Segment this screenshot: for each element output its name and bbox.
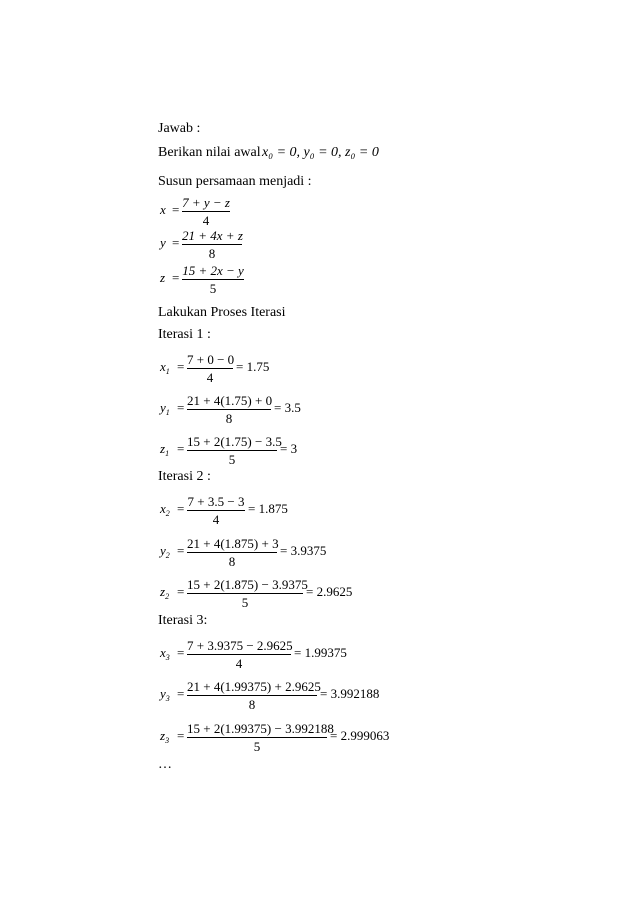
- iteration-result: = 2.999063: [330, 728, 390, 743]
- iteration-denominator: 8: [225, 411, 233, 426]
- iteration-denominator: 5: [228, 452, 236, 467]
- equals-sign: =: [177, 359, 185, 374]
- equals-sign: =: [172, 235, 180, 250]
- iteration-numerator: 21 + 4(1.875) + 3: [187, 536, 279, 551]
- iteration-denominator: 8: [248, 697, 256, 712]
- iteration-result: = 2.9625: [306, 584, 353, 599]
- equation-numerator: 7 + y − z: [182, 195, 230, 210]
- iteration-numerator: 7 + 0 − 0: [187, 352, 235, 367]
- iteration-denominator: 4: [206, 370, 214, 385]
- equation-denominator: 4: [202, 213, 210, 228]
- iteration-numerator: 21 + 4(1.75) + 0: [187, 393, 273, 408]
- arrange-label: Susun persamaan menjadi :: [158, 174, 312, 189]
- iteration-result: = 3.992188: [320, 686, 380, 701]
- initial-values-expr: x₀ = 0, y₀ = 0, z₀ = 0: [262, 145, 379, 160]
- fraction-bar: [187, 368, 233, 369]
- iteration-numerator: 15 + 2(1.75) − 3.5: [187, 434, 282, 449]
- ellipsis: …: [158, 757, 172, 772]
- equation-denominator: 8: [208, 246, 216, 261]
- iteration-result: = 3: [280, 441, 298, 456]
- iteration-var: $y_2$: [160, 543, 170, 560]
- fraction-bar: [187, 450, 277, 451]
- iteration-var: $z_1$: [160, 441, 170, 458]
- iteration-var: $y_3$: [160, 686, 170, 703]
- iteration-var: $z_2$: [160, 584, 170, 601]
- iteration-result: = 1.875: [248, 501, 288, 516]
- iteration-1-title: Iterasi 1 :: [158, 327, 211, 342]
- fraction-bar: [187, 654, 291, 655]
- equals-sign: =: [177, 645, 185, 660]
- fraction-bar: [187, 409, 271, 410]
- equation-lhs: y: [160, 235, 166, 250]
- equals-sign: =: [177, 441, 185, 456]
- equation-lhs: z: [160, 270, 166, 285]
- fraction-bar: [187, 593, 303, 594]
- fraction-bar: [182, 244, 242, 245]
- iteration-numerator: 15 + 2(1.875) − 3.9375: [187, 577, 308, 592]
- equals-sign: =: [177, 543, 185, 558]
- fraction-bar: [182, 279, 244, 280]
- iteration-2-title: Iterasi 2 :: [158, 469, 211, 484]
- equation-numerator: 15 + 2x − y: [182, 263, 244, 278]
- iteration-3-title: Iterasi 3:: [158, 613, 208, 628]
- fraction-bar: [187, 737, 327, 738]
- equals-sign: =: [177, 501, 185, 516]
- equation-denominator: 5: [209, 281, 217, 296]
- equation-lhs: x: [160, 202, 166, 217]
- equals-sign: =: [177, 584, 185, 599]
- equals-sign: =: [177, 400, 185, 415]
- equation-numerator: 21 + 4x + z: [182, 228, 243, 243]
- iteration-var: $x_1$: [160, 359, 170, 376]
- equals-sign: =: [172, 270, 180, 285]
- iteration-numerator: 7 + 3.9375 − 2.9625: [187, 638, 293, 653]
- iteration-result: = 1.99375: [294, 645, 347, 660]
- iteration-denominator: 4: [235, 656, 243, 671]
- fraction-bar: [182, 211, 230, 212]
- iteration-result: = 3.9375: [280, 543, 327, 558]
- iteration-numerator: 21 + 4(1.99375) + 2.9625: [187, 679, 321, 694]
- equals-sign: =: [177, 686, 185, 701]
- process-label: Lakukan Proses Iterasi: [158, 305, 286, 320]
- iteration-result: = 1.75: [236, 359, 270, 374]
- iteration-var: $z_3$: [160, 728, 170, 745]
- iteration-var: $x_3$: [160, 645, 170, 662]
- iteration-denominator: 4: [212, 512, 220, 527]
- iteration-denominator: 5: [253, 739, 261, 754]
- equals-sign: =: [172, 202, 180, 217]
- initial-values-label: Berikan nilai awal: [158, 145, 261, 160]
- equals-sign: =: [177, 728, 185, 743]
- fraction-bar: [187, 552, 277, 553]
- iteration-numerator: 7 + 3.5 − 3: [187, 494, 245, 509]
- iteration-denominator: 8: [228, 554, 236, 569]
- iteration-denominator: 5: [241, 595, 249, 610]
- heading: Jawab :: [158, 121, 201, 136]
- iteration-var: $x_2$: [160, 501, 170, 518]
- fraction-bar: [187, 695, 317, 696]
- iteration-result: = 3.5: [274, 400, 301, 415]
- iteration-numerator: 15 + 2(1.99375) − 3.992188: [187, 721, 334, 736]
- fraction-bar: [187, 510, 245, 511]
- iteration-var: $y_1$: [160, 400, 170, 417]
